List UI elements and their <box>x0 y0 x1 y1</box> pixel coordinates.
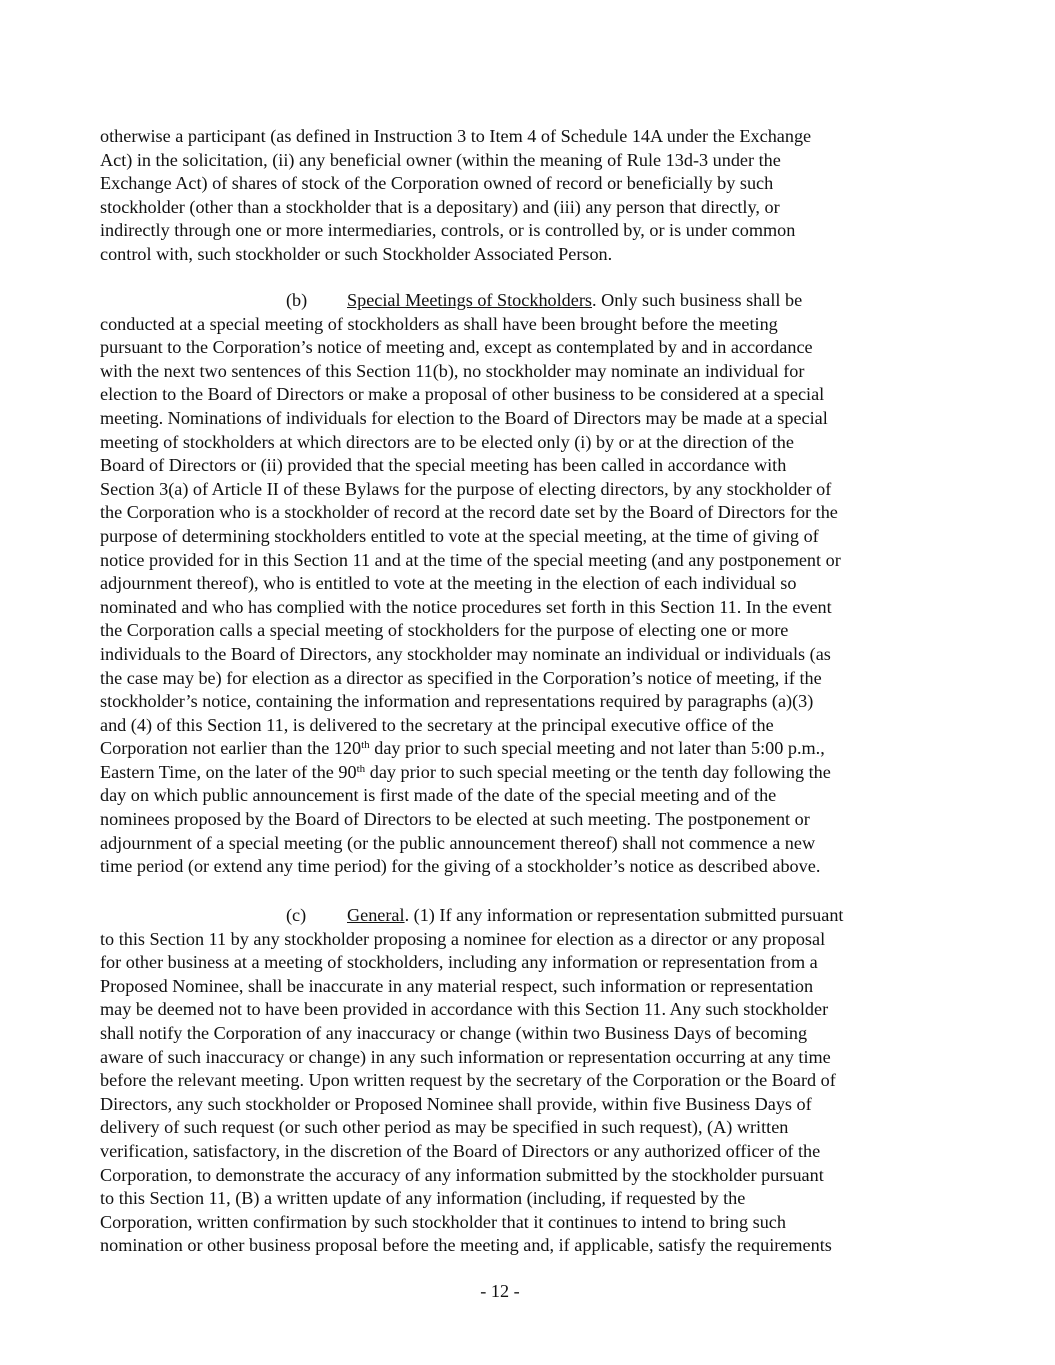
paragraph-continuation <box>100 125 960 267</box>
text-line: nominees proposed by the Board of Directors to be elected at such meeting. The postponement or <box>100 809 810 830</box>
text-line: before the relevant meeting. Upon written request by the secretary of the Corporation or the Board of <box>100 1070 836 1091</box>
text-line: to this Section 11 by any stockholder proposing a nominee for election as a director or any proposal <box>100 928 826 949</box>
text-line: Board of Directors or (ii) provided that the special meeting has been called in accordance with <box>100 455 787 476</box>
text-line: Corporation, to demonstrate the accuracy of any information submitted by the stockholder pursuant <box>100 1164 824 1185</box>
section-b-label: (b) <box>286 290 308 310</box>
text-fragment: Eastern Time, on the later of the 90 <box>100 761 357 782</box>
text-line: Section 3(a) of Article II of these Bylaws for the purpose of electing directors, by any stockholder of <box>100 478 832 499</box>
text-line: the Corporation calls a special meeting of stockholders for the purpose of electing one or more <box>100 620 789 641</box>
text-line: Proposed Nominee, shall be inaccurate in any material respect, such information or representation <box>100 975 814 996</box>
text-line: conducted at a special meeting of stockholders as shall have been brought before the meeting <box>100 313 778 334</box>
text-line: to this Section 11, (B) a written update of any information (including, if requested by the <box>100 1188 746 1209</box>
section-c-general <box>100 904 960 1258</box>
section-c-heading: General <box>347 905 405 925</box>
text-line: Exchange Act) of shares of stock of the Corporation owned of record or beneficially by such <box>100 173 774 194</box>
text-line-120th <box>100 737 960 761</box>
text-line: individuals to the Board of Directors, any stockholder may nominate an individual or individuals (as <box>100 643 831 664</box>
text-line: Act) in the solicitation, (ii) any beneficial owner (within the meaning of Rule 13d-3 under the <box>100 149 781 170</box>
text-line: meeting. Nominations of individuals for election to the Board of Directors may be made at a special <box>100 407 828 428</box>
text-line: may be deemed not to have been provided in accordance with this Section 11. Any such stockholder <box>100 999 829 1020</box>
text-line: otherwise a participant (as defined in Instruction 3 to Item 4 of Schedule 14A under the Exchange <box>100 126 812 146</box>
text-fragment: day prior to such special meeting and not later than 5:00 p.m., <box>369 738 825 759</box>
text-line: delivery of such request (or such other period as may be specified in such request), (A) written <box>100 1117 789 1138</box>
text-line: election to the Board of Directors or make a proposal of other business to be considered at a special <box>100 384 825 405</box>
text-line: notice provided for in this Section 11 and at the time of the special meeting (and any postponement or <box>100 549 841 570</box>
text-line: nominated and who has complied with the notice procedures set forth in this Section 11. In the event <box>100 596 832 617</box>
text-line: verification, satisfactory, in the discretion of the Board of Directors or any authorized officer of the <box>100 1140 821 1161</box>
text-line: adjournment thereof), who is entitled to vote at the meeting in the election of each individual so <box>100 573 797 594</box>
text-line: the Corporation who is a stockholder of record at the record date set by the Board of Directors for the <box>100 502 838 523</box>
text-line: and (4) of this Section 11, is delivered to the secretary at the principal executive office of the <box>100 714 774 735</box>
text-line: with the next two sentences of this Section 11(b), no stockholder may nominate an individual for <box>100 360 805 381</box>
section-c-label: (c) <box>286 905 307 925</box>
text-fragment: . (1) If any information or representation submitted pursuant <box>404 905 844 925</box>
text-line: Directors, any such stockholder or Proposed Nominee shall provide, within five Business Days of <box>100 1093 812 1114</box>
text-line: the case may be) for election as a director as specified in the Corporation’s notice of meeting, if the <box>100 667 822 688</box>
section-b-first-line <box>100 289 960 313</box>
page-number: - 12 - <box>480 1281 520 1301</box>
text-line: control with, such stockholder or such Stockholder Associated Person. <box>100 243 613 264</box>
section-c-first-line <box>100 904 960 928</box>
text-line: nomination or other business proposal before the meeting and, if applicable, satisfy the requirements <box>100 1235 832 1256</box>
text-line: time period (or extend any time period) for the giving of a stockholder’s notice as described above. <box>100 856 821 877</box>
text-line: for other business at a meeting of stockholders, including any information or representation from a <box>100 952 818 973</box>
section-b-heading: Special Meetings of Stockholders <box>347 290 592 310</box>
text-line: meeting of stockholders at which directors are to be elected only (i) by or at the direction of the <box>100 431 794 452</box>
text-line: pursuant to the Corporation’s notice of meeting and, except as contemplated by and in accordance <box>100 337 813 358</box>
text-line: adjournment of a special meeting (or the public announcement thereof) shall not commence a new <box>100 832 816 853</box>
section-b-special-meetings <box>100 289 960 879</box>
text-line: aware of such inaccuracy or change) in any such information or representation occurring at any time <box>100 1046 831 1067</box>
ordinal-superscript: th <box>356 762 366 775</box>
text-line: purpose of determining stockholders entitled to vote at the special meeting, at the time of giving of <box>100 525 819 546</box>
text-line-90th <box>100 761 960 785</box>
text-line: shall notify the Corporation of any inaccuracy or change (within two Business Days of becoming <box>100 1022 808 1043</box>
text-line: stockholder’s notice, containing the information and representations required by paragraphs (a)(3) <box>100 691 814 712</box>
text-line: day on which public announcement is first made of the date of the special meeting and of the <box>100 785 777 806</box>
text-line: Corporation, written confirmation by such stockholder that it continues to intend to bring such <box>100 1211 786 1232</box>
text-fragment: . Only such business shall be <box>591 290 803 310</box>
text-fragment: day prior to such special meeting or the tenth day following the <box>365 761 831 782</box>
text-line: stockholder (other than a stockholder that is a depositary) and (iii) any person that directly, or <box>100 196 780 217</box>
text-line: indirectly through one or more intermediaries, controls, or is controlled by, or is under common <box>100 220 796 241</box>
ordinal-superscript: th <box>361 739 370 752</box>
text-fragment: Corporation not earlier than the 120 <box>100 738 362 759</box>
